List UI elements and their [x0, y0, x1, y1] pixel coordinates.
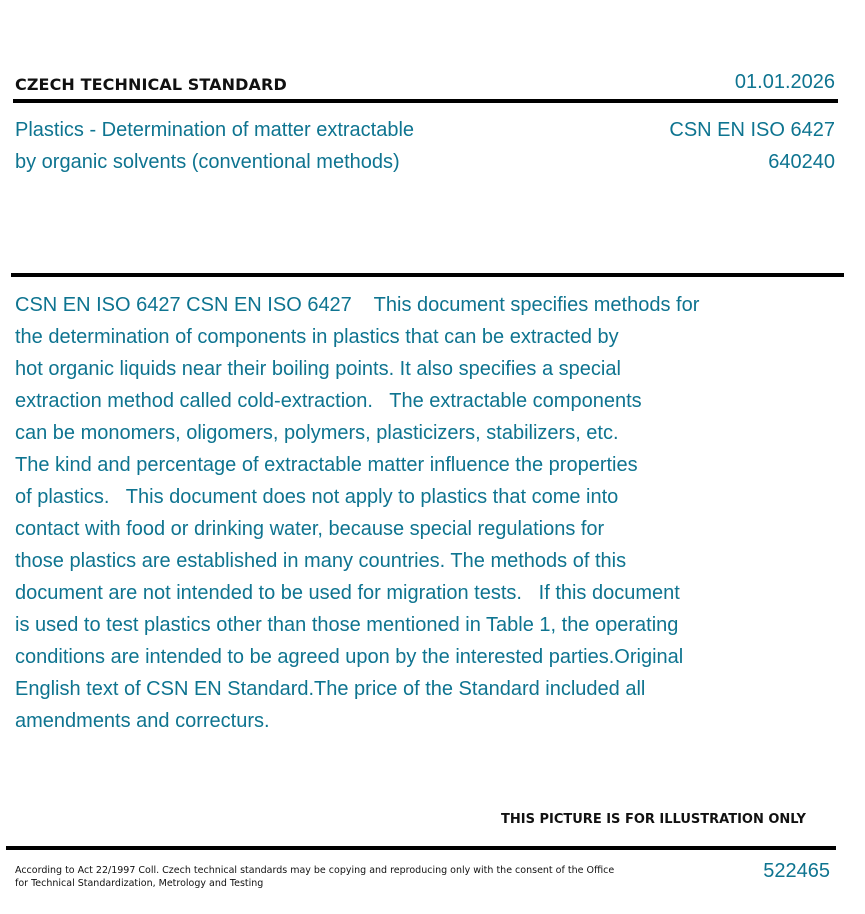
abstract-line: hot organic liquids near their boiling points. It also specifies a special — [15, 358, 621, 380]
abstract-line: of plastics. This document does not apply to plastics that come into — [15, 486, 619, 508]
abstract-line: is used to test plastics other than those mentioned in Table 1, the operating — [15, 614, 679, 636]
legal-line: According to Act 22/1997 Coll. Czech technical standards may be copying and reproducing only with the consent of the Office — [15, 865, 615, 876]
abstract-line: CSN EN ISO 6427 CSN EN ISO 6427 This document specifies methods for — [15, 294, 700, 316]
classification-number: 640240 — [768, 151, 835, 173]
abstract-line: document are not intended to be used for migration tests. If this document — [15, 582, 680, 604]
standard-abstract — [15, 289, 699, 737]
footer-divider — [6, 846, 836, 850]
abstract-line: extraction method called cold-extraction. The extractable components — [15, 390, 642, 412]
section-divider — [11, 273, 844, 277]
abstract-line: can be monomers, oligomers, polymers, plasticizers, stabilizers, etc. — [15, 422, 619, 444]
illustration-disclaimer: THIS PICTURE IS FOR ILLUSTRATION ONLY — [501, 812, 806, 827]
standard-title — [15, 114, 414, 178]
abstract-line: those plastics are established in many countries. The methods of this — [15, 550, 627, 572]
effective-date: 01.01.2026 — [734, 71, 835, 93]
abstract-line: English text of CSN EN Standard.The price of the Standard included all — [15, 678, 646, 700]
copyright-notice — [15, 864, 614, 890]
standard-identifiers — [669, 114, 835, 178]
abstract-line: conditions are intended to be agreed upon by the interested parties.Original — [15, 646, 684, 668]
document-type-label: CZECH TECHNICAL STANDARD — [15, 75, 287, 94]
title-line: by organic solvents (conventional methods) — [15, 151, 400, 173]
legal-line: for Technical Standardization, Metrology and Testing — [15, 878, 264, 889]
catalog-number: 522465 — [763, 860, 830, 882]
abstract-line: contact with food or drinking water, because special regulations for — [15, 518, 605, 540]
abstract-line: The kind and percentage of extractable matter influence the properties — [15, 454, 638, 476]
title-line: Plastics - Determination of matter extractable — [15, 119, 415, 141]
standard-code: CSN EN ISO 6427 — [669, 119, 835, 141]
header-divider — [13, 99, 838, 103]
abstract-line: the determination of components in plastics that can be extracted by — [15, 326, 619, 348]
abstract-line: amendments and correcturs. — [15, 710, 270, 732]
